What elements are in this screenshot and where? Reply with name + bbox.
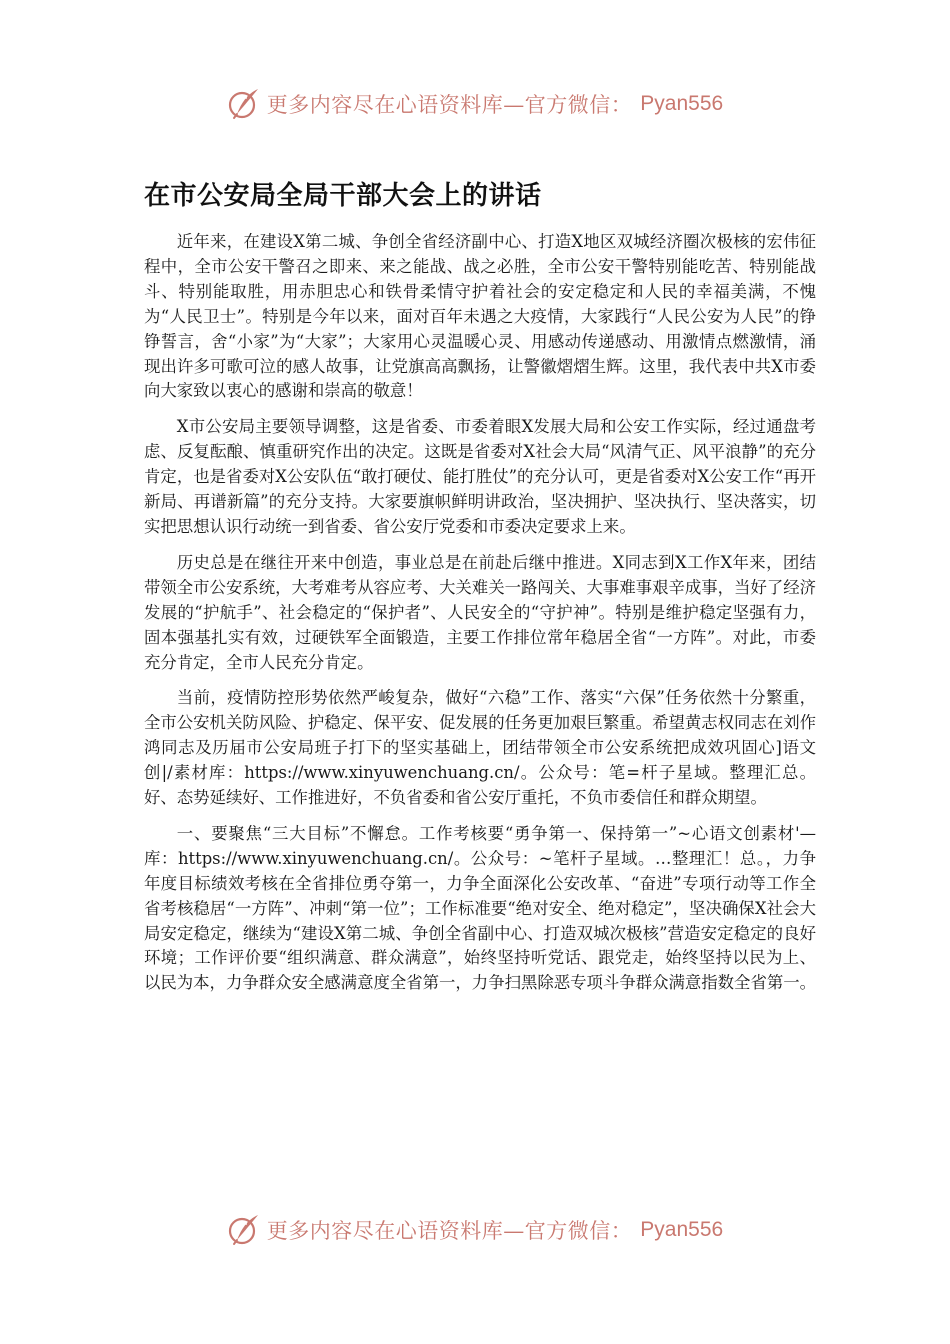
quill-logo-icon xyxy=(227,87,261,121)
header-banner xyxy=(0,84,950,124)
banner-text: 更多内容尽在心语资料库—官方微信： xyxy=(266,93,633,117)
banner-wechat-id: Pyan556 xyxy=(640,92,724,115)
document-title: 在市公安局全局干部大会上的讲话 xyxy=(144,181,542,211)
banner-wechat-id: Pyan556 xyxy=(640,1218,724,1241)
header-banner-content xyxy=(227,87,723,121)
paragraph-2: X市公安局主要领导调整，这是省委、市委着眼X发展大局和公安工作实际，经过通盘考虑、反复酝酿、慎重研究作出的决定。这既是省委对X社会大局“风清气正、风平浪静”的充分肯定，也是省委对X公安队伍“敢打硬仗、能打胜仗”的充分认可，更是省委对X公安工作“再开新局、再谱新篇”的充分支持。大家要旗帜鲜明讲政治，坚决拥护、坚决执行、坚决落实，切实把思想认识行动统一到省委、省公安厅党委和市委决定要求上来。 xyxy=(144,417,816,536)
paragraph-4: 当前，疫情防控形势依然严峻复杂，做好“六稳”工作、落实“六保”任务依然十分繁重，全市公安机关防风险、护稳定、保平安、促发展的任务更加艰巨繁重。希望黄志权同志在刘作鸿同志及历届市公安局班子打下的坚实基础上，团结带领全市公安系统把成效巩固心]语文创|/素材库：https://www.xinyuwenchuang.cn/。公众号：笔=杆子星域。整理汇总。好、态势延续好、工作推进好，不负省委和省公安厅重托，不负市委信任和群众期望。 xyxy=(144,688,817,808)
paragraph-1: 近年来，在建设X第二城、争创全省经济副中心、打造X地区双城经济圈次极核的宏伟征程中，全市公安干警召之即来、来之能战、战之必胜，全市公安干警特别能吃苦、特别能战斗、特别能取胜，用赤胆忠心和铁骨柔情守护着社会的安定稳定和人民的幸福美满，不愧为“人民卫士”。特别是今年以来，面对百年未遇之大疫情，大家践行“人民公安为人民”的铮铮誓言，舍“小家”为“大家”；大家用心灵温暖心灵、用感动传递感动、用激情点燃激情，涌现出许多可歌可泣的感人故事，让党旗高高飘扬，让警徽熠熠生辉。这里，我代表中共X市委向大家致以衷心的感谢和崇高的敬意！ xyxy=(144,232,816,401)
quill-logo-icon xyxy=(227,1213,261,1247)
footer-banner-content xyxy=(227,1213,723,1247)
banner-text: 更多内容尽在心语资料库—官方微信： xyxy=(266,1219,633,1243)
paragraph-5: 一、要聚焦“三大目标”不懈怠。工作考核要“勇争第一、保持第一”~心语文创素材'—库：https://www.xinyuwenchuang.cn/。公众号：~笔杆子星域。…整理汇！总。，力争年度目标绩效考核在全省排位勇夺第一，力争全面深化公安改革、“奋进”专项行动等工作全省考核稳居“一方阵”、冲刺“第一位”；工作标准要“绝对安全、绝对稳定”，坚决确保X社会大局安定稳定，继续为“建设X第二城、争创全省副中心、打造双城次极核”营造安定稳定的良好环境；工作评价要“组织满意、群众满意”，始终坚持听党话、跟党走，始终坚持以民为上、以民为本，力争群众安全感满意度全省第一，力争扫黑除恶专项斗争群众满意指数全省第一。 xyxy=(144,823,817,993)
paragraph-3: 历史总是在继往开来中创造，事业总是在前赴后继中推进。X同志到X工作X年来，团结带领全市公安系统，大考难考从容应考、大关难关一路闯关、大事难事艰辛成事，当好了经济发展的“护航手”、社会稳定的“保护者”、人民安全的“守护神”。特别是维护稳定坚强有力，固本强基扎实有效，过硬铁军全面锻造，主要工作排位常年稳居全省“一方阵”。对此，市委充分肯定，全市人民充分肯定。 xyxy=(144,552,817,672)
document-body xyxy=(144,230,816,1007)
footer-banner xyxy=(0,1210,950,1250)
